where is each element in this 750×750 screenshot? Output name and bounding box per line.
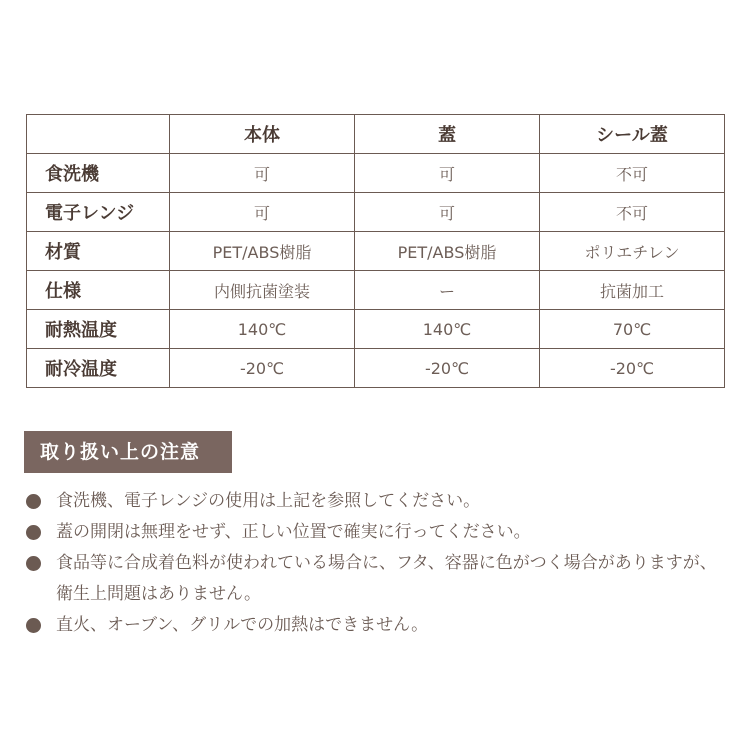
table-cell: 可 [170,193,355,232]
notice-text: 食洗機、電子レンジの使用は上記を参照してください。 [56,491,481,511]
table-cell: ー [355,271,540,310]
header-body: 本体 [170,115,355,154]
table-row [27,310,725,349]
header-empty [27,115,170,154]
table-row [27,232,725,271]
row-label: 食洗機 [27,154,170,193]
notice-title: 取り扱い上の注意 [24,431,232,473]
table-cell: PET/ABS樹脂 [170,232,355,271]
table-cell: 不可 [540,193,725,232]
table-cell: 内側抗菌塗装 [170,271,355,310]
table-cell: 抗菌加工 [540,271,725,310]
table-row [27,349,725,388]
notice-text: 食品等に合成着色料が使われている場合に、フタ、容器に色がつく場合がありますが、衛生上問題はありません。 [56,553,717,604]
table-header-row [27,115,725,154]
row-label: 電子レンジ [27,193,170,232]
table-row [27,193,725,232]
bullet-icon [26,556,41,571]
list-item [26,548,726,610]
table-cell: -20℃ [540,349,725,388]
table-cell: ポリエチレン [540,232,725,271]
list-item [26,610,726,641]
table-cell: 可 [170,154,355,193]
table-row [27,154,725,193]
bullet-icon [26,618,41,633]
notice-list [26,486,726,641]
notice-text: 蓋の開閉は無理をせず、正しい位置で確実に行ってください。 [56,522,531,542]
header-seal-lid: シール蓋 [540,115,725,154]
table-row [27,271,725,310]
row-label: 耐熱温度 [27,310,170,349]
table-cell: 可 [355,193,540,232]
bullet-icon [26,494,41,509]
row-label: 耐冷温度 [27,349,170,388]
table-cell: -20℃ [355,349,540,388]
table-cell: 不可 [540,154,725,193]
table-cell: 140℃ [170,310,355,349]
bullet-icon [26,525,41,540]
table-cell: 70℃ [540,310,725,349]
row-label: 材質 [27,232,170,271]
table-cell: 140℃ [355,310,540,349]
list-item [26,486,726,517]
spec-table [26,114,725,388]
table-cell: 可 [355,154,540,193]
table-cell: PET/ABS樹脂 [355,232,540,271]
notice-text: 直火、オーブン、グリルでの加熱はできません。 [56,615,429,635]
list-item [26,517,726,548]
row-label: 仕様 [27,271,170,310]
header-lid: 蓋 [355,115,540,154]
table-cell: -20℃ [170,349,355,388]
